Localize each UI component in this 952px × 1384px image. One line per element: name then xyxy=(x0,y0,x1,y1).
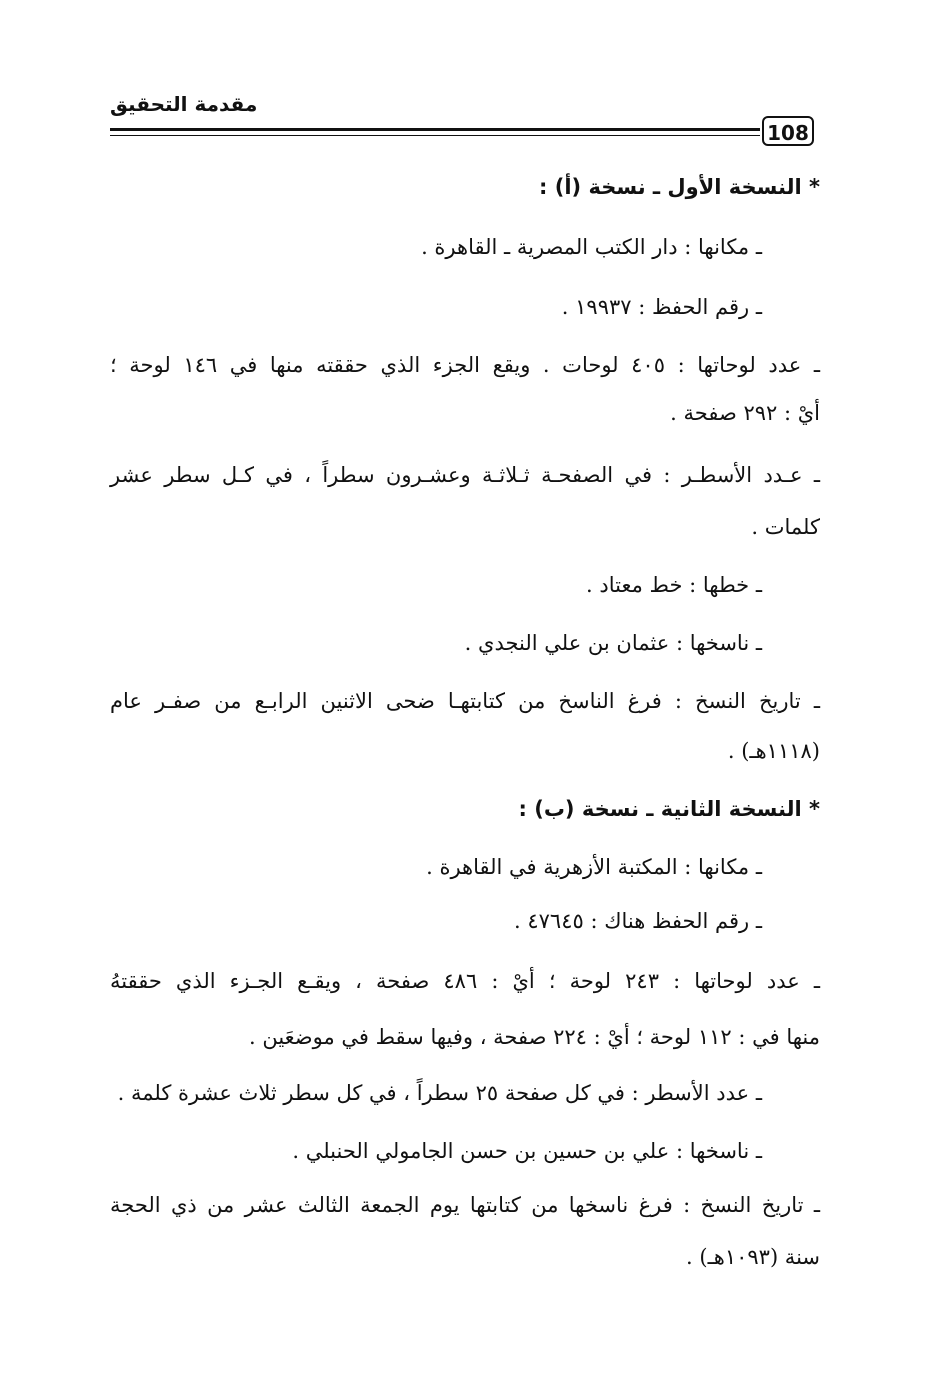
copy2-lines: ـ عدد الأسطر : في كل صفحة ٢٥ سطراً ، في كل سطر ثلاث عشرة كلمة . xyxy=(117,1081,762,1105)
copy1-folios-line1: ـ عدد لوحاتها : ٤٠٥ لوحات . ويقع الجزء الذي حققته منها في ١٤٦ لوحة ؛ xyxy=(110,353,820,377)
copy1-script: ـ خطها : خط معتاد . xyxy=(586,573,762,597)
copy1-lines-line1: ـ عـدد الأسطـر : في الصفحـة ثـلاثـة وعشـرون سطراً ، في كـل سطر عشر xyxy=(110,463,820,487)
copy2-location: ـ مكانها : المكتبة الأزهرية في القاهرة . xyxy=(426,855,762,879)
copy2-folios-line2: منها في : ١١٢ لوحة ؛ أيْ : ٢٢٤ صفحة ، وفيها سقط في موضعَين . xyxy=(248,1025,820,1049)
copy1-lines-line2: كلمات . xyxy=(751,515,820,539)
copy2-heading: * النسخة الثانية ـ نسخة (ب) : xyxy=(518,797,820,821)
copy2-folios-line1: ـ عدد لوحاتها : ٢٤٣ لوحة ؛ أيْ : ٤٨٦ صفحة ، ويقـع الجـزء الذي حققتهُ xyxy=(110,969,820,993)
copy1-location: ـ مكانها : دار الكتب المصرية ـ القاهرة . xyxy=(421,235,762,259)
copy1-date-line1: ـ تاريخ النسخ : فرغ الناسخ من كتابتهـا ضحى الاثنين الرابـع من صفـر عام xyxy=(110,689,820,713)
copy1-shelfmark: ـ رقم الحفظ : ١٩٩٣٧ . xyxy=(561,295,762,319)
header-rule-thin xyxy=(110,135,760,136)
copy1-folios-line2: أيْ : ٢٩٢ صفحة . xyxy=(670,401,820,425)
page-number: 108 xyxy=(762,116,814,146)
copy2-date-line2: سنة (١٠٩٣هـ) . xyxy=(686,1245,820,1269)
copy2-copyist: ـ ناسخها : علي بن حسين بن حسن الجامولي الحنبلي . xyxy=(292,1139,762,1163)
header-rule-thick xyxy=(110,128,760,131)
copy2-shelfmark: ـ رقم الحفظ هناك : ٤٧٦٤٥ . xyxy=(514,909,762,933)
copy1-copyist: ـ ناسخها : عثمان بن علي النجدي . xyxy=(464,631,762,655)
copy1-date-line2: (١١١٨هـ) . xyxy=(727,739,820,763)
copy2-date-line1: ـ تاريخ النسخ : فرغ ناسخها من كتابتها يوم الجمعة الثالث عشر من ذي الحجة xyxy=(110,1193,820,1217)
running-head: مقدمة التحقيق xyxy=(110,92,258,116)
copy1-heading: * النسخة الأول ـ نسخة (أ) : xyxy=(539,175,820,199)
